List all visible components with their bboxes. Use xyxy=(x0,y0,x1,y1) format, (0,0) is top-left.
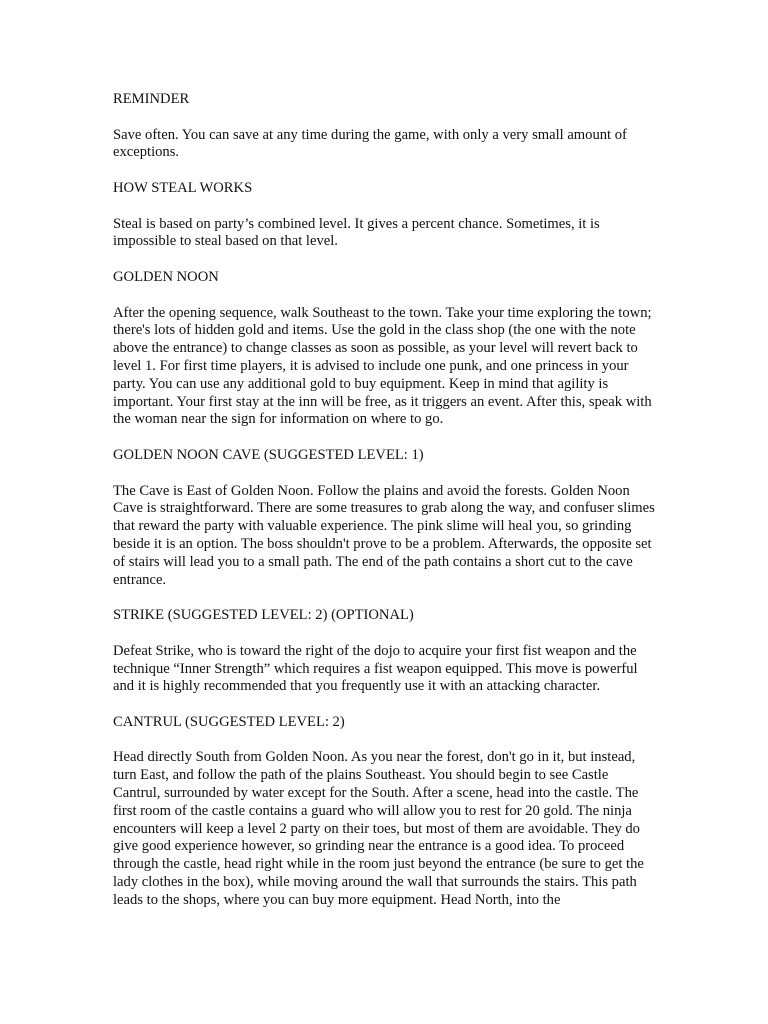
spacer xyxy=(113,589,658,607)
spacer xyxy=(113,109,658,127)
section-body-cantrul: Head directly South from Golden Noon. As you near the forest, don't go in it, but instead, turn East, and follow the path of the plains Southeast. You should begin to see Castle Cantrul, surrounded by water except for the South. After a scene, head into the castle. The first room of the castle contains a guard who will allow you to rest for 20 gold. The ninja encounters will keep a level 2 party on their toes, but most of them are avoidable. They do give good experience however, so grinding near the entrance is a good idea. To proceed through the castle, head right while in the room just beyond the entrance (be sure to get the lady clothes in the box), while moving around the wall that surrounds the stairs. This path leads to the shops, where you can buy more equipment. Head North, into the xyxy=(113,749,644,908)
section-body-strike: Defeat Strike, who is toward the right of the dojo to acquire your first fist weapon and the technique “Inner Strength” which requires a fist weapon equipped. This move is powerful and it is highly recommended that you frequently use it with an attacking character. xyxy=(113,642,638,695)
section-heading-golden-noon: GOLDEN NOON xyxy=(113,268,219,285)
spacer xyxy=(113,465,658,483)
section-heading-cantrul: CANTRUL (SUGGESTED LEVEL: 2) xyxy=(113,713,345,730)
section-heading-strike: STRIKE (SUGGESTED LEVEL: 2) (OPTIONAL) xyxy=(113,607,414,624)
section-heading-how-steal-works: HOW STEAL WORKS xyxy=(113,179,253,196)
spacer xyxy=(113,251,658,269)
section-body-how-steal-works: Steal is based on party’s combined level. It gives a percent chance. Sometimes, it is impossible to steal based on that level. xyxy=(113,215,600,250)
document-page xyxy=(113,91,658,910)
section-heading-reminder: REMINDER xyxy=(113,91,190,107)
spacer xyxy=(113,198,658,216)
section-body-reminder: Save often. You can save at any time during the game, with only a very small amount of exceptions. xyxy=(113,126,627,161)
section-body-golden-noon: After the opening sequence, walk Southeast to the town. Take your time exploring the town; there's lots of hidden gold and items. Use the gold in the class shop (the one with the note above the entrance) to change classes as soon as possible, as your level will revert back to level 1. For first time players, it is advised to include one punk, and one princess in your party. You can use any additional gold to buy equipment. Keep in mind that agility is important. Your first stay at the inn will be free, as it triggers an event. After this, speak with the woman near the sign for information on where to go. xyxy=(113,304,652,428)
spacer xyxy=(113,732,658,750)
section-heading-golden-noon-cave: GOLDEN NOON CAVE (SUGGESTED LEVEL: 1) xyxy=(113,446,424,463)
spacer xyxy=(113,696,658,714)
spacer xyxy=(113,429,658,447)
section-body-golden-noon-cave: The Cave is East of Golden Noon. Follow the plains and avoid the forests. Golden Noon Cave is straightforward. There are some treasures to grab along the way, and confuser slimes that reward the party with valuable experience. The pink slime will heal you, so grinding beside it is an option. The boss shouldn't prove to be a problem. Afterwards, the opposite set of stairs will lead you to a small path. The end of the path contains a short cut to the cave entrance. xyxy=(113,482,655,588)
spacer xyxy=(113,162,658,180)
spacer xyxy=(113,287,658,305)
spacer xyxy=(113,625,658,643)
